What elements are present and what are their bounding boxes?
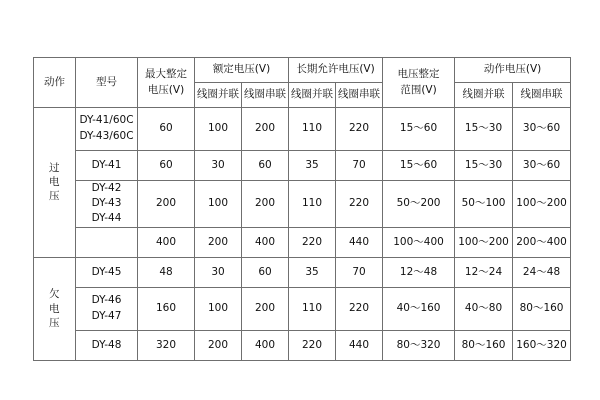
cell-setting-range: 80～320 [383, 330, 455, 360]
cell-action-parallel: 12～24 [455, 257, 513, 287]
model-cell [76, 287, 138, 330]
cell-action-parallel: 80～160 [455, 330, 513, 360]
cell-action-series: 30～60 [513, 108, 571, 151]
action-label-undervoltage-char1: 欠 [49, 288, 60, 301]
header-rated-series: 线圈串联 [242, 83, 289, 108]
header-max-setting-line1: 最大整定 [145, 67, 187, 80]
table-row [34, 181, 571, 228]
table-row [34, 287, 571, 330]
cell-action-series: 24～48 [513, 257, 571, 287]
cell-rated-series: 400 [242, 330, 289, 360]
cell-rated-series: 400 [242, 227, 289, 257]
cell-rated-series: 60 [242, 257, 289, 287]
header-setting-range-line1: 电压整定 [397, 67, 440, 80]
action-label-overvoltage-char2: 电 [49, 176, 60, 189]
cell-setting-range: 12～48 [383, 257, 455, 287]
cell-action-series: 160～320 [513, 330, 571, 360]
cell-rated-series: 200 [242, 287, 289, 330]
action-label-overvoltage-char3: 压 [49, 190, 60, 203]
action-label-overvoltage [34, 108, 76, 258]
model-cell [76, 257, 138, 287]
header-allow-series: 线圈串联 [336, 83, 383, 108]
table-row [34, 330, 571, 360]
model-line: DY-43/60C [79, 130, 134, 142]
cell-max-setting: 320 [138, 330, 195, 360]
cell-setting-range: 40～160 [383, 287, 455, 330]
cell-setting-range: 15～60 [383, 151, 455, 181]
cell-action-series: 30～60 [513, 151, 571, 181]
header-action: 动作 [34, 58, 76, 108]
cell-allow-parallel: 110 [289, 108, 336, 151]
table-header [34, 58, 571, 108]
cell-action-parallel: 40～80 [455, 287, 513, 330]
cell-rated-parallel: 100 [195, 108, 242, 151]
cell-allow-series: 220 [336, 181, 383, 228]
cell-action-series: 200～400 [513, 227, 571, 257]
header-setting-range [383, 58, 455, 108]
table-row [34, 151, 571, 181]
cell-rated-parallel: 30 [195, 257, 242, 287]
model-line: DY-48 [91, 338, 122, 351]
header-max-setting-line2: 电压(V) [147, 83, 185, 96]
header-long-allow-voltage-group: 长期允许电压(V) [289, 58, 383, 83]
cell-rated-parallel: 100 [195, 181, 242, 228]
cell-action-series: 100～200 [513, 181, 571, 228]
cell-allow-parallel: 110 [289, 287, 336, 330]
model-line: DY-41 [91, 158, 122, 171]
header-model: 型号 [76, 58, 138, 108]
action-label-overvoltage-char1: 过 [49, 162, 60, 175]
table-row [34, 227, 571, 257]
cell-action-parallel: 15～30 [455, 108, 513, 151]
cell-allow-parallel: 110 [289, 181, 336, 228]
model-line: DY-44 [91, 212, 122, 225]
cell-allow-series: 70 [336, 151, 383, 181]
cell-rated-series: 200 [242, 108, 289, 151]
model-line: DY-47 [91, 309, 122, 322]
action-label-undervoltage [34, 257, 76, 360]
cell-allow-series: 220 [336, 108, 383, 151]
cell-allow-series: 220 [336, 287, 383, 330]
cell-setting-range: 100～400 [383, 227, 455, 257]
table-row [34, 108, 571, 151]
table-body [34, 108, 571, 361]
cell-allow-parallel: 220 [289, 330, 336, 360]
header-rated-voltage-group: 额定电压(V) [195, 58, 289, 83]
cell-allow-series: 70 [336, 257, 383, 287]
model-line: DY-45 [91, 265, 122, 278]
action-label-undervoltage-char2: 电 [49, 302, 60, 315]
cell-rated-series: 200 [242, 181, 289, 228]
cell-allow-parallel: 35 [289, 257, 336, 287]
cell-max-setting: 60 [138, 108, 195, 151]
header-max-setting [138, 58, 195, 108]
header-rated-parallel: 线圈并联 [195, 83, 242, 108]
cell-action-series: 80～160 [513, 287, 571, 330]
cell-action-parallel: 50～100 [455, 181, 513, 228]
cell-setting-range: 50～200 [383, 181, 455, 228]
cell-max-setting: 400 [138, 227, 195, 257]
header-action-series: 线圈串联 [513, 83, 571, 108]
cell-max-setting: 200 [138, 181, 195, 228]
cell-setting-range: 15～60 [383, 108, 455, 151]
model-line: DY-43 [91, 197, 122, 210]
cell-allow-series: 440 [336, 227, 383, 257]
model-cell [76, 330, 138, 360]
model-line: DY-41/60C [79, 114, 134, 127]
header-setting-range-line2: 范围(V) [400, 83, 437, 96]
model-cell [76, 181, 138, 228]
model-cell [76, 108, 138, 151]
model-cell [76, 151, 138, 181]
cell-rated-series: 60 [242, 151, 289, 181]
action-label-undervoltage-char3: 压 [49, 316, 60, 329]
cell-max-setting: 160 [138, 287, 195, 330]
cell-rated-parallel: 200 [195, 227, 242, 257]
cell-max-setting: 48 [138, 257, 195, 287]
table-row [34, 257, 571, 287]
model-line: DY-42 [91, 182, 122, 194]
cell-max-setting: 60 [138, 151, 195, 181]
header-action-parallel: 线圈并联 [455, 83, 513, 108]
header-row-group [34, 58, 571, 83]
model-cell [76, 227, 138, 257]
cell-rated-parallel: 100 [195, 287, 242, 330]
model-line: DY-46 [91, 293, 122, 306]
cell-allow-parallel: 35 [289, 151, 336, 181]
specification-table [33, 57, 571, 361]
cell-rated-parallel: 200 [195, 330, 242, 360]
cell-action-parallel: 100～200 [455, 227, 513, 257]
header-action-voltage-group: 动作电压(V) [455, 58, 571, 83]
cell-allow-series: 440 [336, 330, 383, 360]
cell-allow-parallel: 220 [289, 227, 336, 257]
cell-action-parallel: 15～30 [455, 151, 513, 181]
cell-rated-parallel: 30 [195, 151, 242, 181]
header-allow-parallel: 线圈并联 [289, 83, 336, 108]
